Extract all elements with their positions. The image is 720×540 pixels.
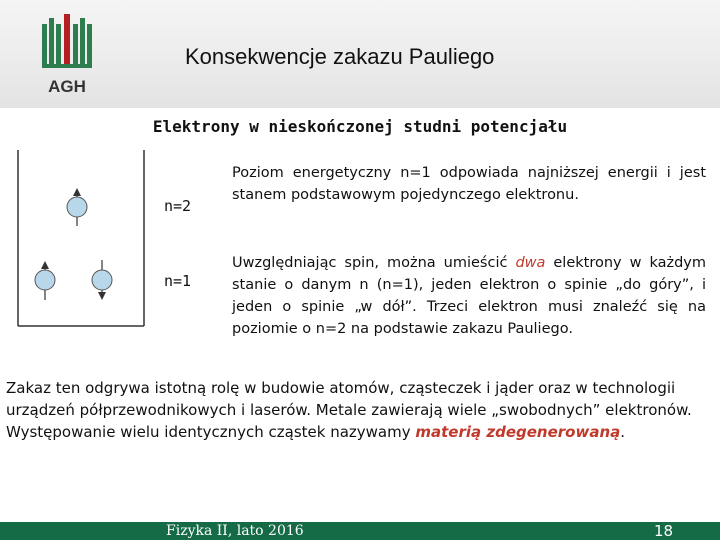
slide-footer bbox=[0, 522, 720, 540]
electron-n1-spin-down bbox=[92, 260, 112, 300]
paragraph-ground-state: Poziom energetyczny n=1 odpowiada najniższej energii i jest stanem podstawowym pojedynczego elektronu. bbox=[232, 165, 706, 203]
logo-text: AGH bbox=[48, 77, 86, 96]
page-title: Konsekwencje zakazu Pauliego bbox=[185, 44, 495, 69]
paragraph-spin-text-1: Uwzględniając spin, można umieścić bbox=[232, 255, 516, 271]
page-number: 18 bbox=[654, 522, 674, 540]
level-label-n1: n=1 bbox=[164, 272, 192, 290]
paragraph-spin-text-2: elektrony w każdym stanie o danym n (n=1), jeden elektron o spinie „do góry”, i jeden o spinie „w dół”. Trzeci elektron musi znaleźć się na poziomie o n=2 na podstawie zakazu Pauliego. bbox=[232, 255, 706, 337]
footer-course-label: Fizyka II, lato 2016 bbox=[166, 523, 304, 539]
paragraph-spin bbox=[232, 252, 706, 340]
potential-well-diagram bbox=[15, 150, 145, 328]
slide-subtitle: Elektrony w nieskończonej studni potencjału bbox=[152, 117, 568, 136]
electron-n1-spin-up bbox=[35, 261, 55, 300]
agh-logo bbox=[38, 14, 96, 98]
highlight-dwa: dwa bbox=[515, 255, 546, 271]
paragraph-degenerate-text-1: Zakaz ten odgrywa istotną rolę w budowie atomów, cząsteczek i jąder oraz w technologii urządzeń półprzewodnikowych i laserów. Metale zawierają wiele „swobodnych” elektronów. Występowanie wielu identycznych cząstek nazywamy bbox=[6, 379, 692, 441]
slide-header bbox=[0, 0, 720, 108]
level-label-n2: n=2 bbox=[164, 197, 192, 215]
electron-n2-spin-up bbox=[67, 188, 87, 226]
paragraph-degenerate-text-2: . bbox=[620, 423, 626, 441]
highlight-degenerate-matter: materią zdegenerowaną bbox=[415, 423, 621, 441]
paragraph-degenerate-matter bbox=[6, 377, 710, 443]
